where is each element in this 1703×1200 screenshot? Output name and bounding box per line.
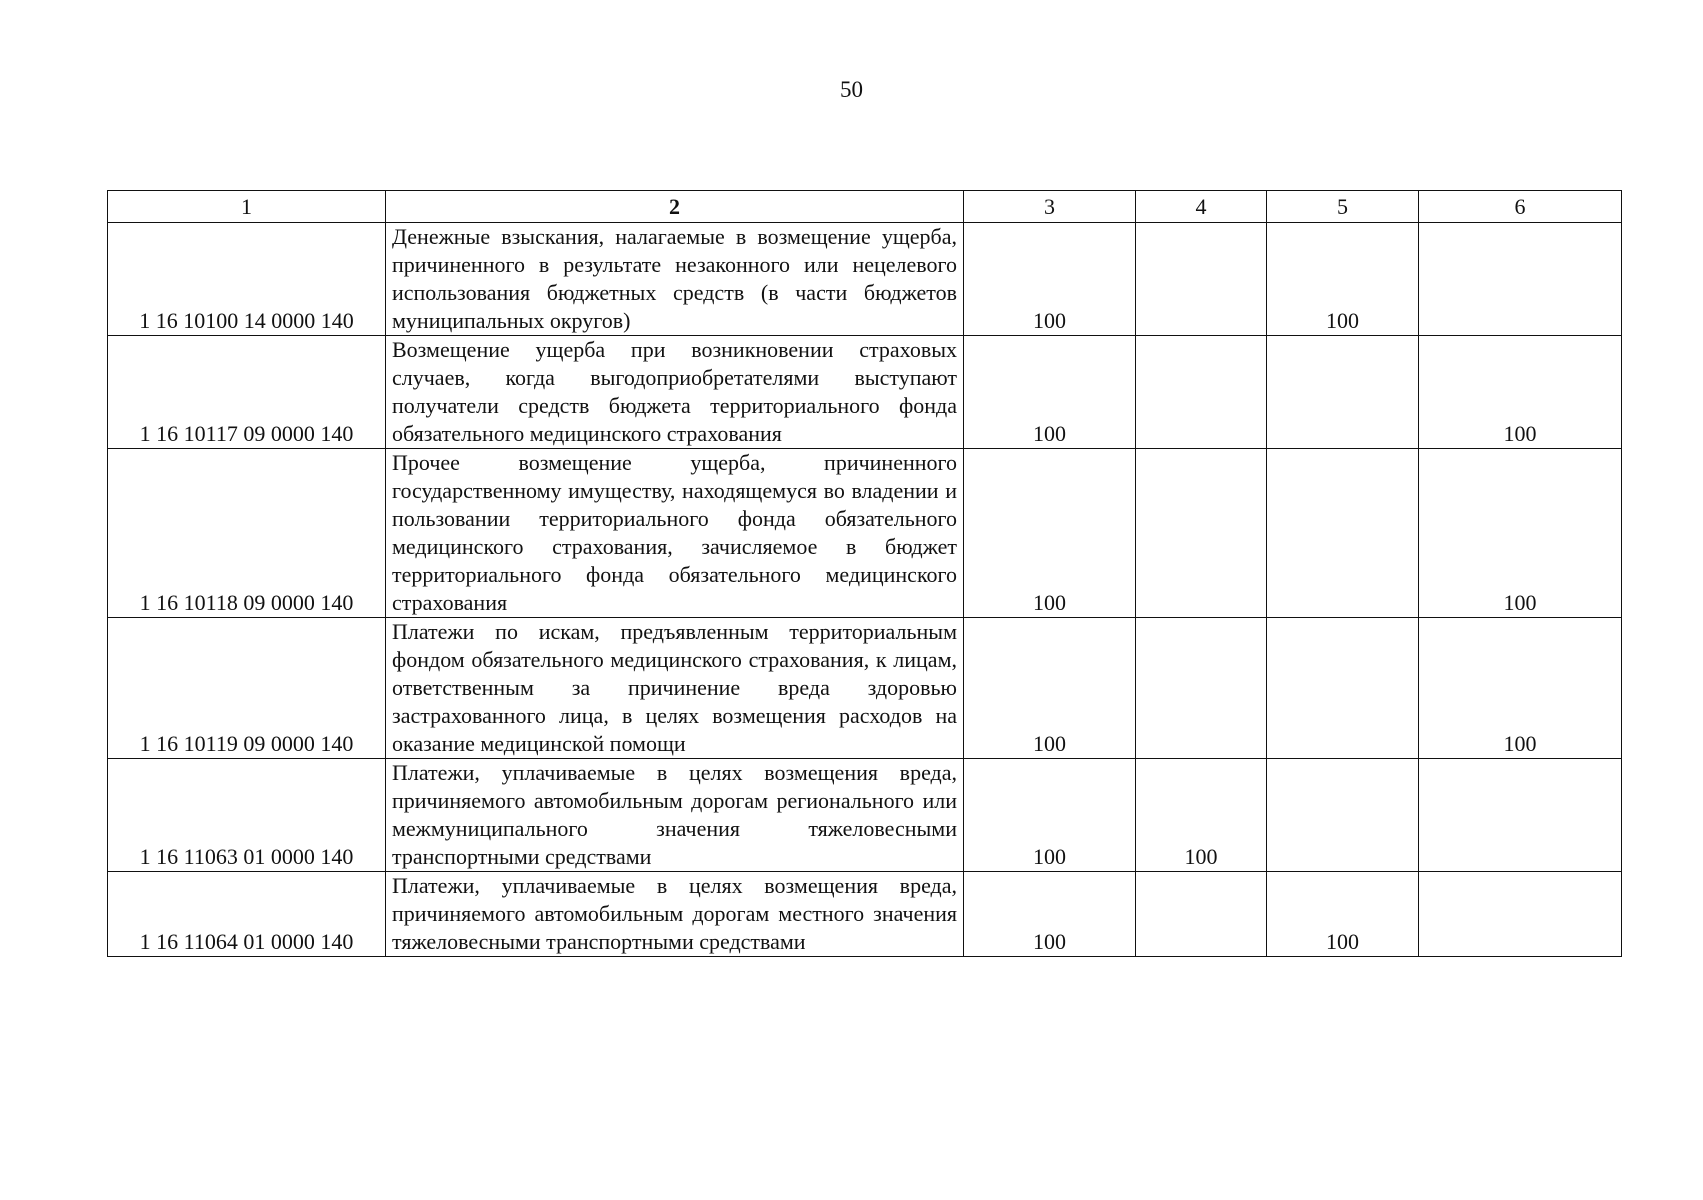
table-row [108,223,1622,336]
row-col6-value: 100 [1419,336,1622,449]
row-col3-value: 100 [964,759,1136,872]
row-code: 1 16 10118 09 0000 140 [108,449,386,618]
row-col5-value [1267,618,1419,759]
row-col4-value: 100 [1136,759,1267,872]
header-col-4: 4 [1136,191,1267,223]
row-code: 1 16 10117 09 0000 140 [108,336,386,449]
table-row [108,336,1622,449]
table-row [108,872,1622,957]
row-col5-value [1267,336,1419,449]
header-col-1: 1 [108,191,386,223]
row-col4-value [1136,449,1267,618]
budget-table [107,190,1622,957]
table-row [108,618,1622,759]
row-col4-value [1136,223,1267,336]
row-description: Платежи, уплачиваемые в целях возмещения вреда, причиняемого автомобильным дорогам местного значения тяжеловесными транспортными средствами [386,872,964,957]
row-col4-value [1136,872,1267,957]
row-description: Платежи, уплачиваемые в целях возмещения вреда, причиняемого автомобильным дорогам регионального или межмуниципального значения тяжеловесными транспортными средствами [386,759,964,872]
row-col5-value [1267,449,1419,618]
header-col-3: 3 [964,191,1136,223]
row-description: Прочее возмещение ущерба, причиненного государственному имуществу, находящемуся во владении и пользовании территориального фонда обязательного медицинского страхования, зачисляемое в бюджет территориального фонда обязательного медицинского страхования [386,449,964,618]
row-col5-value: 100 [1267,872,1419,957]
table-body [108,223,1622,957]
row-col6-value [1419,759,1622,872]
header-col-5: 5 [1267,191,1419,223]
row-col4-value [1136,618,1267,759]
table-header [108,191,1622,223]
header-row [108,191,1622,223]
row-description: Платежи по искам, предъявленным территориальным фондом обязательного медицинского страхования, к лицам, ответственным за причинение вреда здоровью застрахованного лица, в целях возмещения расходов на оказание медицинской помощи [386,618,964,759]
row-description: Денежные взыскания, налагаемые в возмещение ущерба, причиненного в результате незаконного или нецелевого использования бюджетных средств (в части бюджетов муниципальных округов) [386,223,964,336]
row-col6-value: 100 [1419,618,1622,759]
row-description: Возмещение ущерба при возникновении страховых случаев, когда выгодоприобретателями выступают получатели средств бюджета территориального фонда обязательного медицинского страхования [386,336,964,449]
row-col6-value [1419,223,1622,336]
table-row [108,449,1622,618]
row-code: 1 16 10100 14 0000 140 [108,223,386,336]
row-col3-value: 100 [964,336,1136,449]
row-code: 1 16 11064 01 0000 140 [108,872,386,957]
page-number: 50 [840,77,863,102]
row-col6-value: 100 [1419,449,1622,618]
header-col-2: 2 [386,191,964,223]
header-col-6: 6 [1419,191,1622,223]
row-code: 1 16 11063 01 0000 140 [108,759,386,872]
row-col5-value: 100 [1267,223,1419,336]
row-col3-value: 100 [964,223,1136,336]
row-col3-value: 100 [964,872,1136,957]
row-col6-value [1419,872,1622,957]
row-code: 1 16 10119 09 0000 140 [108,618,386,759]
row-col5-value [1267,759,1419,872]
row-col3-value: 100 [964,618,1136,759]
row-col4-value [1136,336,1267,449]
row-col3-value: 100 [964,449,1136,618]
table-row [108,759,1622,872]
